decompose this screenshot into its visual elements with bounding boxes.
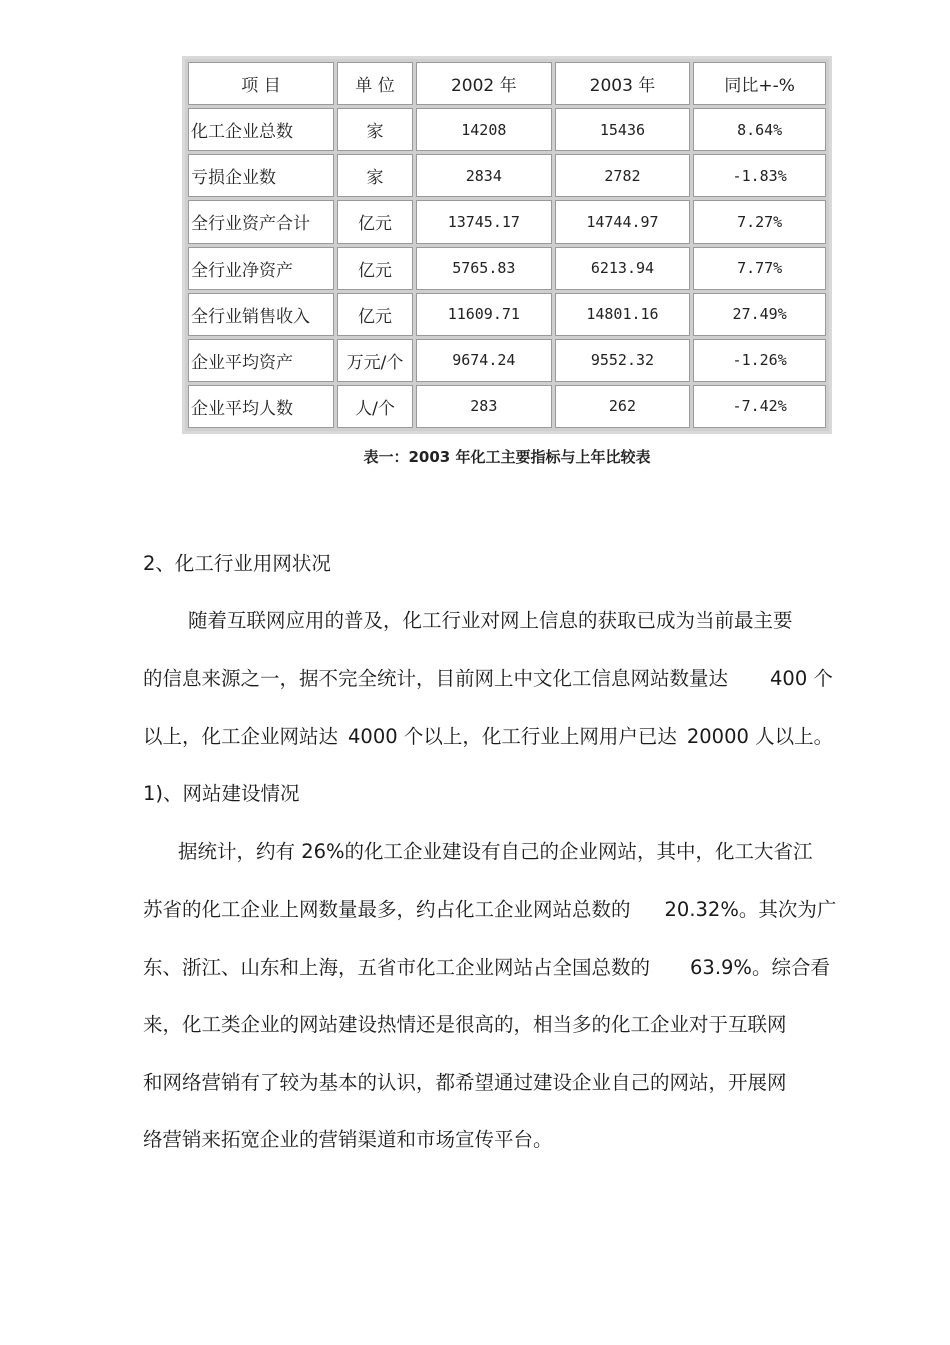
paragraph-line: 随着互联网应用的普及，化工行业对网上信息的获取已成为当前最主要	[188, 609, 793, 632]
row-2003: 2782	[555, 154, 691, 197]
table-row	[188, 200, 826, 243]
row-unit: 亿元	[337, 293, 413, 336]
row-2002: 5765.83	[416, 247, 552, 290]
row-2002: 13745.17	[416, 200, 552, 243]
table-caption: 表一：2003 年化工主要指标与上年比较表	[363, 448, 651, 466]
row-change: 7.77%	[693, 247, 826, 290]
row-unit: 亿元	[337, 200, 413, 243]
table-row	[188, 247, 826, 290]
indicator-table-image	[182, 56, 832, 434]
row-change: -1.83%	[693, 154, 826, 197]
row-unit: 万元/个	[337, 339, 413, 382]
text-span: 以上，化工企业网站达	[143, 725, 339, 748]
text-span: 20.32%。其次为广	[664, 898, 837, 921]
row-change: -1.26%	[693, 339, 826, 382]
text-span: 苏省的化工企业上网数量最多，约占化工企业网站总数的	[143, 898, 631, 921]
row-2003: 15436	[555, 108, 691, 151]
row-item: 企业平均人数	[188, 385, 334, 428]
paragraph-line	[143, 667, 833, 691]
indicator-table	[185, 59, 829, 431]
text-span: 东、浙江、山东和上海，五省市化工企业网站占全国总数的	[143, 956, 651, 979]
row-2003: 14801.16	[555, 293, 691, 336]
header-unit: 单 位	[337, 62, 413, 105]
row-2002: 11609.71	[416, 293, 552, 336]
row-2003: 6213.94	[555, 247, 691, 290]
row-unit: 亿元	[337, 247, 413, 290]
text-span: 4000 个以上，化工行业上网用户已达	[348, 725, 677, 748]
header-change: 同比+-%	[693, 62, 826, 105]
row-item: 化工企业总数	[188, 108, 334, 151]
row-2002: 14208	[416, 108, 552, 151]
row-2003: 9552.32	[555, 339, 691, 382]
row-item: 亏损企业数	[188, 154, 334, 197]
paragraph-line	[143, 725, 833, 749]
row-change: 7.27%	[693, 200, 826, 243]
row-change: -7.42%	[693, 385, 826, 428]
paragraph-line: 络营销来拓宽企业的营销渠道和市场宣传平台。	[143, 1128, 553, 1151]
paragraph-line: 据统计，约有 26%的化工企业建设有自己的企业网站，其中，化工大省江	[178, 840, 813, 863]
table-row	[188, 108, 826, 151]
row-item: 企业平均资产	[188, 339, 334, 382]
text-span: 400 个	[770, 667, 833, 690]
table-row	[188, 339, 826, 382]
text-span: 63.9%。综合看	[690, 956, 830, 979]
paragraph-line: 来，化工类企业的网站建设热情还是很高的，相当多的化工企业对于互联网	[143, 1013, 787, 1036]
paragraph-line: 和网络营销有了较为基本的认识，都希望通过建设企业自己的网站，开展网	[143, 1071, 787, 1094]
row-item: 全行业资产合计	[188, 200, 334, 243]
text-span: 20000 人以上。	[686, 725, 834, 748]
section-heading: 2、化工行业用网状况	[143, 552, 331, 575]
paragraph-line	[143, 898, 836, 922]
row-change: 8.64%	[693, 108, 826, 151]
text-span: 的信息来源之一，据不完全统计，目前网上中文化工信息网站数量达	[143, 667, 729, 690]
row-item: 全行业销售收入	[188, 293, 334, 336]
row-change: 27.49%	[693, 293, 826, 336]
subheading: 1)、网站建设情况	[143, 782, 300, 805]
row-item: 全行业净资产	[188, 247, 334, 290]
row-2002: 2834	[416, 154, 552, 197]
row-2002: 9674.24	[416, 339, 552, 382]
header-item: 项 目	[188, 62, 334, 105]
header-2003: 2003 年	[555, 62, 691, 105]
paragraph-line	[143, 956, 830, 980]
row-unit: 家	[337, 154, 413, 197]
table-row	[188, 293, 826, 336]
table-row	[188, 154, 826, 197]
row-2003: 262	[555, 385, 691, 428]
row-2002: 283	[416, 385, 552, 428]
row-unit: 家	[337, 108, 413, 151]
header-2002: 2002 年	[416, 62, 552, 105]
row-unit: 人/个	[337, 385, 413, 428]
table-header-row	[188, 62, 826, 105]
table-row	[188, 385, 826, 428]
row-2003: 14744.97	[555, 200, 691, 243]
